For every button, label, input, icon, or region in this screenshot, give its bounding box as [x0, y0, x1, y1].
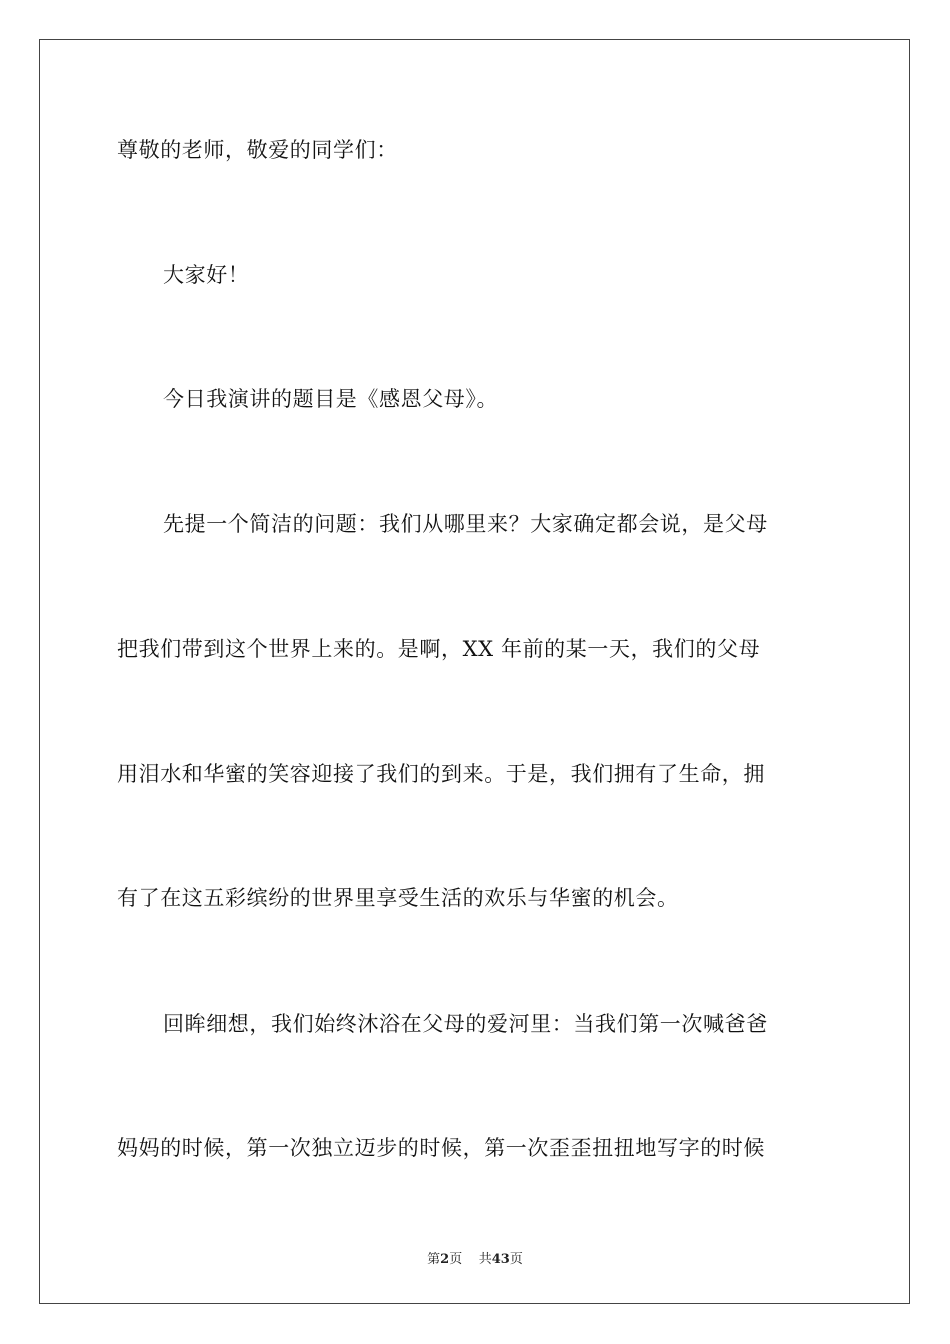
page-prefix: 第 [427, 1252, 441, 1267]
paragraph-line: 用泪水和华蜜的笑容迎接了我们的到来。于是，我们拥有了生命，拥 [117, 762, 765, 786]
paragraph-line: 有了在这五彩缤纷的世界里享受生活的欢乐与华蜜的机会。 [117, 886, 679, 910]
total-pages: 43 [491, 1252, 510, 1267]
salutation-line: 尊敬的老师，敬爱的同学们： [117, 138, 398, 162]
page-number: 2 [440, 1252, 450, 1267]
paragraph-line: 把我们带到这个世界上来的。是啊，XX 年前的某一天，我们的父母 [117, 637, 761, 661]
topic-line: 今日我演讲的题目是《感恩父母》。 [163, 387, 499, 411]
paragraph-line: 回眸细想，我们始终沐浴在父母的爱河里：当我们第一次喊爸爸 [163, 1012, 768, 1036]
page-suffix: 页 [449, 1252, 463, 1267]
page-frame [39, 39, 910, 1304]
paragraph-line: 先提一个简洁的问题：我们从哪里来？大家确定都会说，是父母 [163, 512, 768, 536]
total-prefix: 共 [478, 1252, 492, 1267]
page-footer [0, 1248, 950, 1267]
greeting-line: 大家好！ [163, 263, 250, 287]
total-suffix: 页 [509, 1252, 523, 1267]
paragraph-line: 妈妈的时候，第一次独立迈步的时候，第一次歪歪扭扭地写字的时候 [117, 1136, 765, 1160]
